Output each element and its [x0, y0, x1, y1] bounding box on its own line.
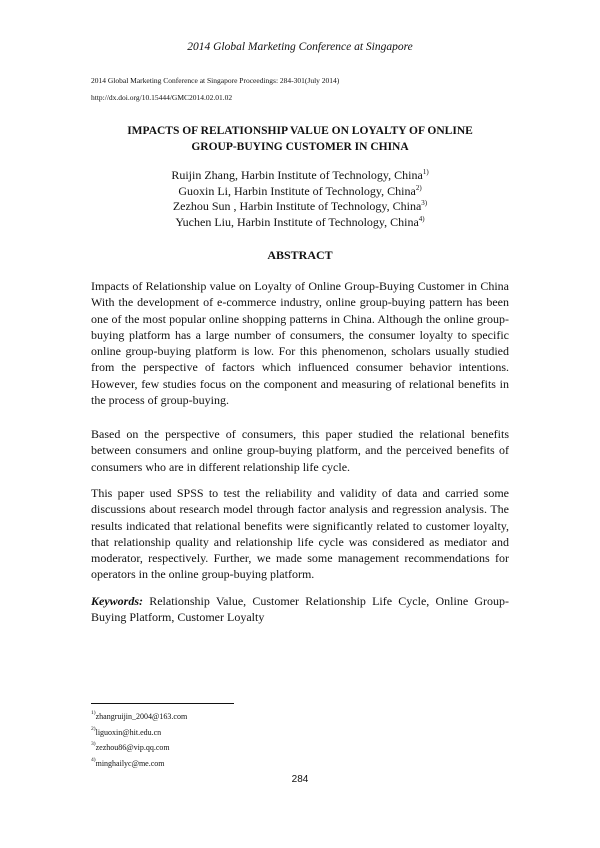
- footnote-item: [91, 743, 170, 752]
- author-entry: [0, 184, 600, 200]
- footnote-email[interactable]: zezhou86@vip.qq.com: [95, 743, 170, 752]
- author-name: Ruijin Zhang, Harbin Institute of Technology, China: [171, 168, 423, 182]
- footnote-item: [91, 712, 187, 721]
- keywords-text: Relationship Value, Customer Relationship Life Cycle, Online Group-Buying Platform, Customer Loyalty: [91, 594, 509, 625]
- author-footnote-mark: 2): [415, 183, 422, 192]
- footnote-item: [91, 759, 165, 768]
- footnote-divider: [91, 703, 234, 704]
- footnote-item: [91, 728, 161, 737]
- footnote-mark: 1): [91, 710, 96, 716]
- author-name: Guoxin Li, Harbin Institute of Technology, China: [178, 183, 416, 198]
- author-name: Yuchen Liu, Harbin Institute of Technology, China: [175, 214, 419, 229]
- doi-link[interactable]: http://dx.doi.org/10.15444/GMC2014.02.01.02: [91, 93, 233, 102]
- conference-header: 2014 Global Marketing Conference at Singapore: [187, 41, 413, 53]
- footnote-email[interactable]: zhangruijin_2004@163.com: [95, 712, 188, 721]
- abstract-heading: ABSTRACT: [267, 248, 333, 262]
- abstract-paragraph-2: Based on the perspective of consumers, this paper studied the relational benefits between consumers and online group-buying platform, and the perceived benefits of consumers who are in different relationship life cycle.: [91, 427, 509, 474]
- title-line-2: GROUP-BUYING CUSTOMER IN CHINA: [191, 141, 409, 153]
- author-entry: [0, 168, 600, 184]
- page-number: 284: [291, 774, 309, 785]
- footnote-email[interactable]: liguoxin@hit.edu.cn: [95, 728, 162, 737]
- abstract-paragraph-1: Impacts of Relationship value on Loyalty of Online Group-Buying Customer in China With the development of e-commerce industry, online group-buying pattern has been one of the most popular online shopping patterns in China. Although the online group-buying platform has a large number of consumers, the consumer loyalty to specific online group-buying platform is low. For this phenomenon, scholars usually studied from the perspective of factors which influenced consumer behavior intentions. However, few studies focus on the component and measuring of relational benefits in the process of group-buying.: [91, 279, 509, 408]
- footnote-mark: 4): [91, 757, 96, 763]
- keywords-section: [91, 593, 509, 626]
- title-line-1: IMPACTS OF RELATIONSHIP VALUE ON LOYALTY OF ONLINE: [127, 125, 473, 137]
- author-entry: [0, 215, 600, 231]
- proceedings-line: 2014 Global Marketing Conference at Singapore Proceedings: 284-301(July 2014): [91, 76, 340, 85]
- author-footnote-mark: 4): [418, 214, 425, 223]
- paper-title: [60, 123, 540, 155]
- author-footnote-mark: 3): [421, 199, 428, 207]
- abstract-paragraph-3: This paper used SPSS to test the reliability and validity of data and carried some discussions about research model through factor analysis and regression analysis. The results indicated that relational benefits were significantly related to customer loyalty, that relationship quality and relationship life cycle was considered as mediator and moderator, respectively. Further, we made some management recommendations for operators in the online group-buying platform.: [91, 486, 509, 582]
- footnote-mark: 2): [91, 726, 96, 732]
- keywords-label: Keywords:: [91, 594, 143, 608]
- footnote-email[interactable]: minghailyc@me.com: [95, 759, 165, 768]
- author-entry: [0, 199, 600, 215]
- author-name: Zezhou Sun , Harbin Institute of Technology, China: [172, 199, 422, 213]
- author-list: [0, 168, 600, 230]
- author-footnote-mark: 1): [422, 168, 429, 176]
- footnote-mark: 3): [91, 741, 96, 747]
